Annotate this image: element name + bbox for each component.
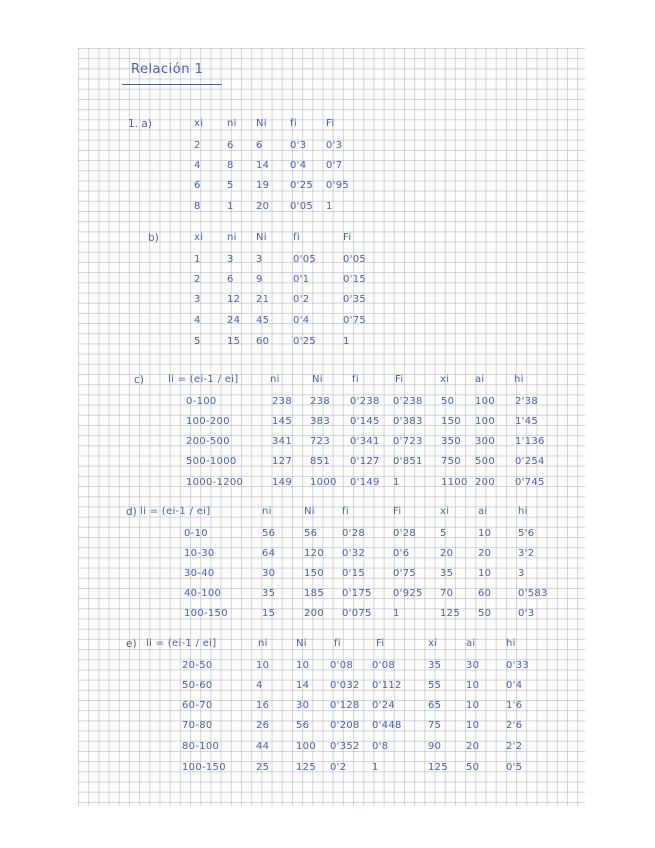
- page-margin-right: [585, 0, 655, 848]
- table-cell: 0'15: [343, 274, 367, 285]
- table-cell: 145: [272, 416, 292, 427]
- column-header: xi: [194, 232, 204, 243]
- table-cell: 10: [478, 528, 492, 539]
- table-cell: 0-10: [184, 528, 208, 539]
- table-cell: 0'075: [342, 608, 372, 619]
- section-label: c): [134, 374, 144, 386]
- table-cell: 0'128: [330, 700, 360, 711]
- table-cell: 30: [296, 700, 310, 711]
- table-cell: 350: [441, 436, 461, 447]
- table-cell: 10: [478, 568, 492, 579]
- table-cell: 15: [227, 336, 241, 347]
- table-cell: 185: [304, 588, 324, 599]
- table-cell: 56: [304, 528, 318, 539]
- table-cell: 383: [310, 416, 330, 427]
- table-cell: 56: [262, 528, 276, 539]
- table-cell: 15: [262, 608, 276, 619]
- table-cell: 4: [194, 315, 201, 326]
- table-cell: 10: [466, 680, 480, 691]
- table-cell: 60: [256, 336, 270, 347]
- column-header: ni: [227, 118, 237, 129]
- table-cell: 0'149: [350, 477, 380, 488]
- column-header: fi: [342, 506, 349, 517]
- table-cell: 70: [440, 588, 454, 599]
- table-cell: 80-100: [182, 741, 220, 752]
- table-cell: 6: [227, 140, 234, 151]
- table-cell: 2: [194, 140, 201, 151]
- table-cell: 1000: [310, 477, 337, 488]
- column-header: Ni: [256, 118, 267, 129]
- table-cell: 0'383: [393, 416, 423, 427]
- table-cell: 64: [262, 548, 276, 559]
- column-header: xi: [440, 506, 450, 517]
- table-cell: 0'032: [330, 680, 360, 691]
- table-cell: 4: [194, 160, 201, 171]
- table-cell: 0'745: [515, 477, 545, 488]
- table-cell: 1'6: [506, 700, 523, 711]
- table-cell: 150: [441, 416, 461, 427]
- column-header: Fi: [326, 118, 335, 129]
- table-cell: 723: [310, 436, 330, 447]
- table-cell: 1000-1200: [186, 477, 244, 488]
- table-cell: 3: [227, 254, 234, 265]
- table-cell: 1100: [441, 477, 468, 488]
- table-cell: 20: [466, 741, 480, 752]
- table-cell: 100-200: [186, 416, 230, 427]
- column-header: fi: [334, 638, 341, 649]
- table-cell: 35: [428, 660, 442, 671]
- table-cell: 60-70: [182, 700, 213, 711]
- table-cell: 1: [343, 336, 350, 347]
- section-label: d): [126, 506, 137, 518]
- title-underline: [122, 84, 222, 85]
- section-label: e): [126, 638, 137, 650]
- table-cell: 0'127: [350, 456, 380, 467]
- table-cell: 21: [256, 294, 270, 305]
- table-cell: 20: [440, 548, 454, 559]
- table-cell: 0'35: [343, 294, 367, 305]
- table-cell: 5: [194, 336, 201, 347]
- table-cell: 200-500: [186, 436, 230, 447]
- table-cell: 44: [256, 741, 270, 752]
- table-cell: 125: [440, 608, 460, 619]
- table-cell: 500: [475, 456, 495, 467]
- table-cell: 70-80: [182, 720, 213, 731]
- table-cell: 0'175: [342, 588, 372, 599]
- column-header: ai: [466, 638, 476, 649]
- column-header: Fi: [343, 232, 352, 243]
- column-header: Ni: [256, 232, 267, 243]
- table-cell: 1'45: [515, 416, 539, 427]
- table-cell: 45: [256, 315, 270, 326]
- table-cell: 200: [475, 477, 495, 488]
- table-cell: 100-150: [184, 608, 228, 619]
- table-cell: 8: [227, 160, 234, 171]
- table-cell: 238: [272, 396, 292, 407]
- table-cell: 0'238: [350, 396, 380, 407]
- table-cell: 2: [194, 274, 201, 285]
- table-cell: 0'32: [342, 548, 366, 559]
- table-cell: 149: [272, 477, 292, 488]
- table-cell: 6: [256, 140, 263, 151]
- table-cell: 0'5: [506, 762, 523, 773]
- table-cell: 0'3: [326, 140, 343, 151]
- table-cell: 6: [194, 180, 201, 191]
- table-cell: 0'208: [330, 720, 360, 731]
- table-cell: 150: [304, 568, 324, 579]
- table-cell: 0'08: [330, 660, 354, 671]
- table-cell: 26: [256, 720, 270, 731]
- table-cell: 56: [296, 720, 310, 731]
- table-cell: 5'6: [518, 528, 535, 539]
- table-cell: 0'2: [293, 294, 310, 305]
- column-header: li = (ei-1 / ei]: [140, 506, 211, 517]
- table-cell: 1: [194, 254, 201, 265]
- table-cell: 125: [296, 762, 316, 773]
- table-cell: 2'2: [506, 741, 523, 752]
- column-header: Fi: [395, 374, 404, 385]
- column-header: Ni: [312, 374, 323, 385]
- table-cell: 0'24: [372, 700, 396, 711]
- table-cell: 1'136: [515, 436, 545, 447]
- table-cell: 750: [441, 456, 461, 467]
- table-cell: 0'3: [518, 608, 535, 619]
- column-header: li = (ei-1 / ei]: [146, 638, 217, 649]
- column-header: ni: [258, 638, 268, 649]
- column-header: ni: [262, 506, 272, 517]
- table-cell: 0'05: [293, 254, 317, 265]
- table-cell: 0'7: [326, 160, 343, 171]
- table-cell: 100-150: [182, 762, 226, 773]
- table-cell: 0'341: [350, 436, 380, 447]
- table-cell: 0'145: [350, 416, 380, 427]
- table-cell: 1: [227, 201, 234, 212]
- column-header: Fi: [376, 638, 385, 649]
- column-header: ni: [227, 232, 237, 243]
- table-cell: 10-30: [184, 548, 215, 559]
- page-margin-left: [0, 0, 78, 848]
- table-cell: 0'05: [290, 201, 314, 212]
- table-cell: 0'33: [506, 660, 530, 671]
- section-label: b): [148, 232, 159, 244]
- table-cell: 0'75: [393, 568, 417, 579]
- table-cell: 19: [256, 180, 270, 191]
- table-cell: 0'3: [290, 140, 307, 151]
- table-cell: 6: [227, 274, 234, 285]
- table-cell: 1: [326, 201, 333, 212]
- table-cell: 0'448: [372, 720, 402, 731]
- table-cell: 10: [296, 660, 310, 671]
- table-cell: 1: [393, 477, 400, 488]
- table-cell: 0'25: [290, 180, 314, 191]
- column-header: Fi: [393, 506, 402, 517]
- table-cell: 0'4: [506, 680, 523, 691]
- table-cell: 200: [304, 608, 324, 619]
- table-cell: 35: [262, 588, 276, 599]
- table-cell: 300: [475, 436, 495, 447]
- table-cell: 20: [478, 548, 492, 559]
- table-cell: 30: [262, 568, 276, 579]
- table-cell: 4: [256, 680, 263, 691]
- table-cell: 0-100: [186, 396, 217, 407]
- table-cell: 5: [440, 528, 447, 539]
- column-header: li = (ei-1 / ei]: [168, 374, 239, 385]
- column-header: ai: [478, 506, 488, 517]
- table-cell: 0'112: [372, 680, 402, 691]
- table-cell: 341: [272, 436, 292, 447]
- table-cell: 30-40: [184, 568, 215, 579]
- table-cell: 0'15: [342, 568, 366, 579]
- column-header: fi: [293, 232, 300, 243]
- column-header: xi: [440, 374, 450, 385]
- table-cell: 0'851: [393, 456, 423, 467]
- table-cell: 60: [478, 588, 492, 599]
- table-cell: 3: [194, 294, 201, 305]
- table-cell: 10: [466, 700, 480, 711]
- table-cell: 0'723: [393, 436, 423, 447]
- column-header: xi: [194, 118, 204, 129]
- table-cell: 16: [256, 700, 270, 711]
- table-cell: 100: [475, 396, 495, 407]
- table-cell: 238: [310, 396, 330, 407]
- table-cell: 3'2: [518, 548, 535, 559]
- table-cell: 0'75: [343, 315, 367, 326]
- table-cell: 0'254: [515, 456, 545, 467]
- table-cell: 10: [466, 720, 480, 731]
- table-cell: 20: [256, 201, 270, 212]
- column-header: hi: [506, 638, 516, 649]
- table-cell: 35: [440, 568, 454, 579]
- table-cell: 3: [518, 568, 525, 579]
- page-title: Relación 1: [131, 62, 204, 77]
- table-cell: 0'4: [290, 160, 307, 171]
- table-cell: 0'08: [372, 660, 396, 671]
- table-cell: 100: [296, 741, 316, 752]
- table-cell: 0'925: [393, 588, 423, 599]
- table-cell: 10: [256, 660, 270, 671]
- table-cell: 50: [466, 762, 480, 773]
- table-cell: 3: [256, 254, 263, 265]
- table-cell: 0'4: [293, 315, 310, 326]
- column-header: Ni: [296, 638, 307, 649]
- table-cell: 125: [428, 762, 448, 773]
- column-header: fi: [352, 374, 359, 385]
- column-header: xi: [428, 638, 438, 649]
- table-cell: 0'2: [330, 762, 347, 773]
- page-margin-bottom: [0, 806, 655, 848]
- table-cell: 0'8: [372, 741, 389, 752]
- table-cell: 40-100: [184, 588, 222, 599]
- table-cell: 0'352: [330, 741, 360, 752]
- table-cell: 851: [310, 456, 330, 467]
- column-header: ni: [270, 374, 280, 385]
- table-cell: 14: [296, 680, 310, 691]
- column-header: ai: [475, 374, 485, 385]
- table-cell: 90: [428, 741, 442, 752]
- table-cell: 0'05: [343, 254, 367, 265]
- table-cell: 0'95: [326, 180, 350, 191]
- table-cell: 65: [428, 700, 442, 711]
- table-cell: 20-50: [182, 660, 213, 671]
- table-cell: 50-60: [182, 680, 213, 691]
- table-cell: 12: [227, 294, 241, 305]
- table-cell: 0'583: [518, 588, 548, 599]
- table-cell: 0'28: [342, 528, 366, 539]
- table-cell: 1: [393, 608, 400, 619]
- column-header: hi: [518, 506, 528, 517]
- table-cell: 30: [466, 660, 480, 671]
- column-header: hi: [514, 374, 524, 385]
- table-cell: 100: [475, 416, 495, 427]
- table-cell: 5: [227, 180, 234, 191]
- table-cell: 0'238: [393, 396, 423, 407]
- table-cell: 0'6: [393, 548, 410, 559]
- table-cell: 75: [428, 720, 442, 731]
- column-header: fi: [290, 118, 297, 129]
- table-cell: 0'25: [293, 336, 317, 347]
- table-cell: 120: [304, 548, 324, 559]
- table-cell: 127: [272, 456, 292, 467]
- table-cell: 2'38: [515, 396, 539, 407]
- page-margin-top: [0, 0, 655, 48]
- table-cell: 25: [256, 762, 270, 773]
- table-cell: 55: [428, 680, 442, 691]
- section-label: 1. a): [128, 118, 152, 130]
- table-cell: 50: [478, 608, 492, 619]
- table-cell: 8: [194, 201, 201, 212]
- table-cell: 14: [256, 160, 270, 171]
- table-cell: 500-1000: [186, 456, 237, 467]
- table-cell: 24: [227, 315, 241, 326]
- table-cell: 2'6: [506, 720, 523, 731]
- table-cell: 50: [441, 396, 455, 407]
- table-cell: 1: [372, 762, 379, 773]
- table-cell: 9: [256, 274, 263, 285]
- table-cell: 0'28: [393, 528, 417, 539]
- table-cell: 0'1: [293, 274, 310, 285]
- column-header: Ni: [304, 506, 315, 517]
